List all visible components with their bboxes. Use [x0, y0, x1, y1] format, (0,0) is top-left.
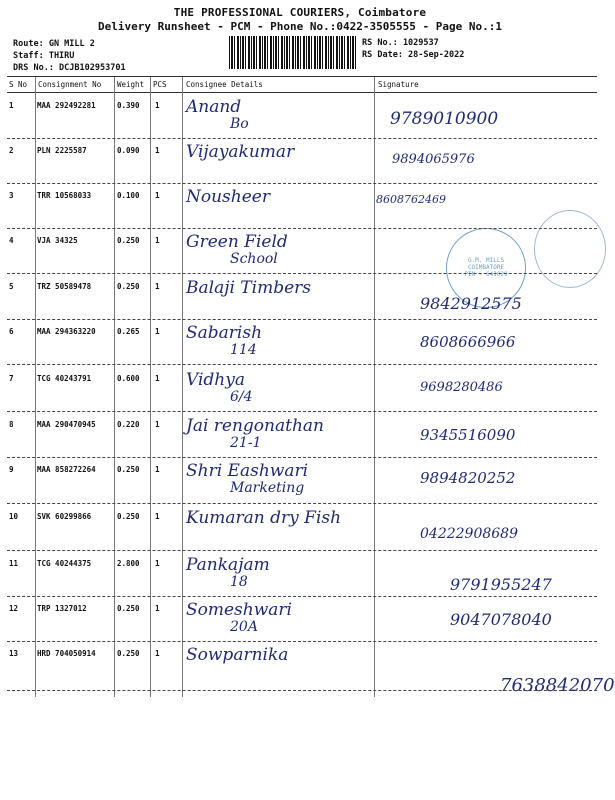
col-header-weight: Weight	[117, 80, 145, 89]
row-pcs: 1	[155, 146, 160, 155]
row-consignment-no: MAA 290470945	[37, 420, 96, 429]
row-consignee-line2: 6/4	[230, 389, 253, 405]
route-staff-block	[13, 38, 95, 62]
row-divider	[7, 411, 597, 412]
stamp-line: COIMBATORE	[467, 264, 505, 271]
row-consignment-no: MAA 294363220	[37, 327, 96, 336]
row-signature-phone: 9894820252	[420, 469, 516, 487]
column-divider	[374, 77, 375, 697]
row-consignment-no: SVK 60299866	[37, 512, 92, 521]
row-sno: 11	[9, 559, 19, 568]
barcode	[229, 36, 356, 69]
row-signature-phone: 04222908689	[420, 526, 518, 542]
row-pcs: 1	[155, 559, 160, 568]
row-signature-phone: 9345516090	[420, 426, 516, 444]
row-consignee-name: Vijayakumar	[186, 142, 295, 162]
row-consignment-no: PLN 2225587	[37, 146, 87, 155]
row-pcs: 1	[155, 374, 160, 383]
row-weight: 0.100	[117, 191, 140, 200]
row-divider	[7, 364, 597, 365]
row-sno: 2	[9, 146, 14, 155]
table-top-rule	[7, 76, 597, 77]
row-divider	[7, 183, 597, 184]
row-divider	[7, 138, 597, 139]
stamp-line: PIN - 641029	[464, 271, 508, 278]
row-consignment-no: TRR 10568033	[37, 191, 92, 200]
row-sno: 9	[9, 465, 14, 474]
row-consignment-no: TRP 1327012	[37, 604, 87, 613]
row-weight: 2.800	[117, 559, 140, 568]
row-weight: 0.250	[117, 512, 140, 521]
row-pcs: 1	[155, 604, 160, 613]
row-consignee-name: Jai rengonathan	[186, 416, 324, 436]
row-pcs: 1	[155, 327, 160, 336]
row-sno: 4	[9, 236, 14, 245]
row-weight: 0.090	[117, 146, 140, 155]
row-consignee-name: Sowparnika	[186, 645, 289, 665]
row-divider	[7, 503, 597, 504]
row-consignee-name: Sabarish	[186, 323, 263, 343]
row-divider	[7, 596, 597, 597]
row-signature-phone: 9791955247	[450, 575, 552, 594]
rs-number: RS No.: 1029537	[362, 38, 439, 48]
rs-block	[362, 37, 464, 61]
row-consignee-line2: Marketing	[230, 480, 305, 496]
row-consignment-no: TCG 40244375	[37, 559, 92, 568]
row-consignee-line2: 114	[230, 342, 257, 358]
column-divider	[114, 77, 115, 697]
row-signature-phone: 7638842070	[500, 675, 615, 696]
row-pcs: 1	[155, 649, 160, 658]
row-weight: 0.250	[117, 649, 140, 658]
row-pcs: 1	[155, 236, 160, 245]
row-consignee-name: Vidhya	[186, 370, 245, 390]
row-consignee-name: Balaji Timbers	[186, 278, 312, 298]
row-signature-phone: 8608666966	[420, 333, 516, 351]
col-header-consignee: Consignee Details	[186, 80, 263, 89]
row-weight: 0.250	[117, 465, 140, 474]
row-weight: 0.250	[117, 236, 140, 245]
row-divider	[7, 273, 597, 274]
row-sno: 10	[9, 512, 19, 521]
col-header-sno: S No	[9, 80, 28, 89]
row-consignment-no: MAA 292492281	[37, 101, 96, 110]
row-pcs: 1	[155, 191, 160, 200]
row-consignee-name: Anand	[186, 97, 242, 117]
rs-date: RS Date: 28-Sep-2022	[362, 50, 465, 60]
row-pcs: 1	[155, 282, 160, 291]
row-weight: 0.265	[117, 327, 140, 336]
row-consignee-line2: 20A	[230, 619, 258, 635]
row-consignee-name: Pankajam	[186, 555, 270, 575]
row-consignment-no: HRD 704050914	[37, 649, 96, 658]
row-weight: 0.220	[117, 420, 140, 429]
row-signature-phone: 8608762469	[376, 193, 446, 206]
column-divider	[35, 77, 36, 697]
row-consignee-name: Green Field	[186, 232, 288, 252]
row-signature-phone: 9789010900	[390, 109, 499, 129]
row-consignment-no: MAA 858272264	[37, 465, 96, 474]
row-divider	[7, 228, 597, 229]
row-divider	[7, 690, 597, 691]
row-consignee-line2: Bo	[230, 116, 249, 132]
row-divider	[7, 550, 597, 551]
row-signature-phone: 9894065976	[392, 152, 475, 167]
route-label: Route: GN MILL 2	[13, 39, 95, 49]
row-weight: 0.250	[117, 282, 140, 291]
row-consignee-name: Someshwari	[186, 600, 292, 620]
row-weight: 0.600	[117, 374, 140, 383]
row-consignee-line2: 18	[230, 574, 248, 590]
row-consignment-no: TCG 40243791	[37, 374, 92, 383]
row-consignee-line2: 21-1	[230, 435, 262, 451]
row-sno: 13	[9, 649, 19, 658]
row-sno: 6	[9, 327, 14, 336]
row-signature-phone: 9842912575	[420, 294, 522, 313]
row-consignment-no: TRZ 50589478	[37, 282, 92, 291]
column-divider	[182, 77, 183, 697]
row-consignee-name: Kumaran dry Fish	[186, 508, 342, 528]
row-weight: 0.250	[117, 604, 140, 613]
row-divider	[7, 457, 597, 458]
header-bottom-rule	[7, 92, 597, 93]
row-consignee-name: Shri Eashwari	[186, 461, 309, 481]
drs-number: DRS No.: DCJB102953701	[13, 63, 126, 73]
row-sno: 5	[9, 282, 14, 291]
col-header-consignment: Consignment No	[38, 80, 102, 89]
col-header-signature: Signature	[378, 80, 419, 89]
company-title: THE PROFESSIONAL COURIERS, Coimbatore	[173, 6, 427, 19]
row-consignee-line2: School	[230, 251, 278, 267]
col-header-pcs: PCS	[153, 80, 167, 89]
row-pcs: 1	[155, 420, 160, 429]
row-pcs: 1	[155, 101, 160, 110]
row-sno: 12	[9, 604, 19, 613]
row-consignee-name: Nousheer	[186, 187, 270, 207]
row-sno: 7	[9, 374, 14, 383]
row-pcs: 1	[155, 512, 160, 521]
column-divider	[150, 77, 151, 697]
row-consignment-no: VJA 34325	[37, 236, 78, 245]
row-signature-phone: 9698280486	[420, 380, 503, 395]
runsheet-subtitle: Delivery Runsheet - PCM - Phone No.:0422-3505555 - Page No.:1	[98, 20, 502, 33]
header	[0, 6, 600, 33]
row-weight: 0.390	[117, 101, 140, 110]
row-signature-phone: 9047078040	[450, 610, 552, 629]
row-sno: 1	[9, 101, 14, 110]
row-sno: 8	[9, 420, 14, 429]
stamp-line: G.M. MILLS	[467, 257, 505, 264]
row-sno: 3	[9, 191, 14, 200]
row-divider	[7, 641, 597, 642]
row-pcs: 1	[155, 465, 160, 474]
staff-label: Staff: THIRU	[13, 51, 75, 61]
row-divider	[7, 319, 597, 320]
company-seal-stamp	[534, 210, 606, 288]
